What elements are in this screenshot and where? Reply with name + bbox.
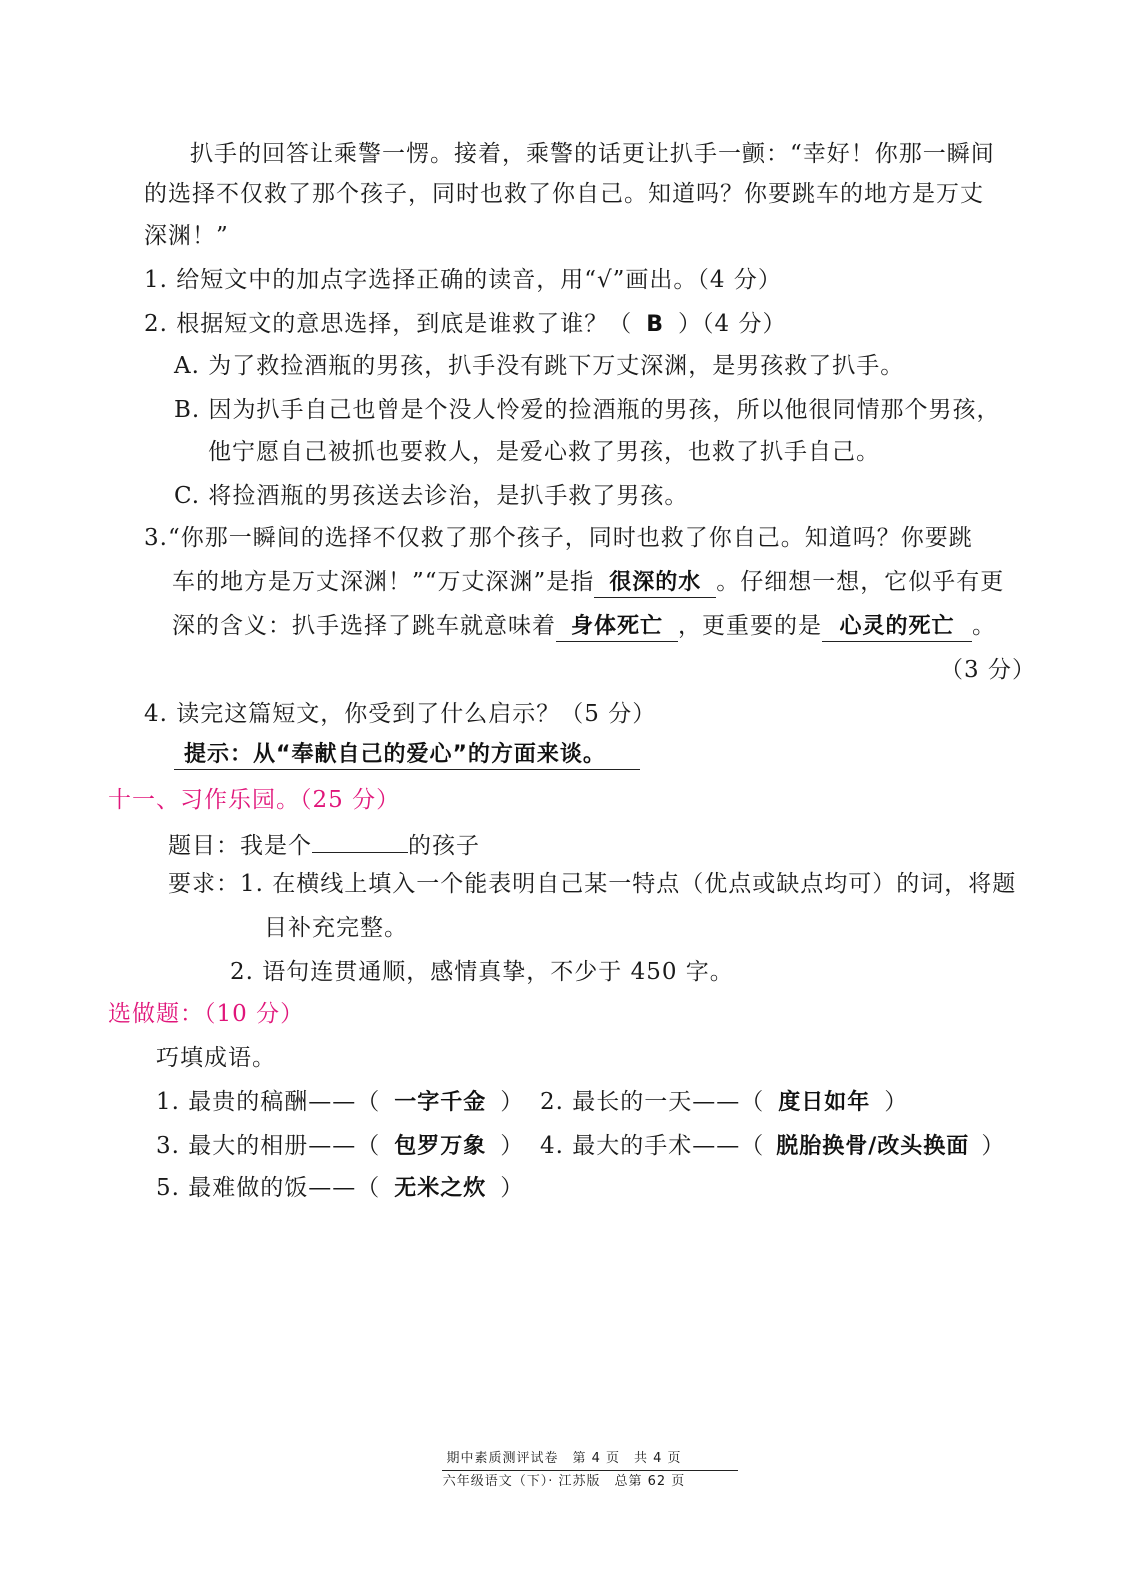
question-3-text: 车的地方是万丈深渊！”“万丈深渊”是指	[172, 569, 595, 595]
composition-title-blank	[312, 826, 408, 853]
idiom-prompt: 5. 最难做的饭——（	[156, 1175, 381, 1201]
idiom-answer: 无米之炊	[394, 1176, 487, 1201]
footer-divider	[442, 1470, 738, 1471]
footer-line-2: 六年级语文（下）· 江苏版 总第 62 页	[442, 1474, 686, 1489]
idiom-item	[156, 1172, 524, 1205]
passage-line-2: 的选择不仅救了那个孩子，同时也救了你自己。知道吗？你要跳车的地方是万丈	[144, 181, 984, 207]
requirement-line-2: 目补充完整。	[264, 915, 408, 941]
optional-instruction: 巧填成语。	[156, 1045, 276, 1071]
idiom-answer: 一字千金	[394, 1090, 487, 1115]
question-3-line-2	[172, 566, 1004, 598]
question-3-answer-2: 身体死亡	[556, 613, 678, 642]
question-2-score: ）（4 分）	[678, 311, 787, 337]
question-3-line-1: 3.“你那一瞬间的选择不仅救了那个孩子，同时也救了你自己。知道吗？你要跳	[144, 525, 973, 551]
passage-line-3: 深渊！”	[144, 223, 229, 249]
idiom-close: ）	[884, 1089, 909, 1115]
question-3-text: ，更重要的是	[678, 613, 822, 639]
composition-title	[168, 826, 480, 862]
question-3-score: （3 分）	[940, 657, 1036, 683]
requirement-line-1: 要求：1. 在横线上填入一个能表明自己某一特点（优点或缺点均可）的词，将题	[168, 871, 1017, 897]
idiom-close: ）	[500, 1133, 525, 1159]
idiom-close: ）	[500, 1089, 525, 1115]
idiom-prompt: 4. 最大的手术——（	[540, 1133, 765, 1159]
idiom-item	[540, 1130, 1005, 1163]
composition-title-text: 题目：我是个	[168, 833, 312, 859]
optional-heading: 选做题：（10 分）	[108, 1001, 305, 1027]
question-3-line-3	[172, 610, 996, 642]
idiom-item	[156, 1086, 524, 1119]
question-3-answer-1: 很深的水	[594, 569, 716, 598]
question-2-option-c: C. 将捡酒瓶的男孩送去诊治，是扒手救了男孩。	[174, 483, 689, 509]
idiom-close: ）	[500, 1175, 525, 1201]
question-2-option-b-line-2: 他宁愿自己被抓也要救人，是爱心救了男孩，也救了扒手自己。	[208, 439, 880, 465]
idiom-item	[540, 1086, 908, 1119]
requirement-line-3: 2. 语句连贯通顺，感情真挚，不少于 450 字。	[230, 959, 734, 985]
question-3-text: 。	[972, 613, 996, 639]
question-2-option-b-line-1: B. 因为扒手自己也曾是个没人怜爱的捡酒瓶的男孩，所以他很同情那个男孩，	[174, 397, 1001, 423]
idiom-prompt: 3. 最大的相册——（	[156, 1133, 381, 1159]
idiom-close: ）	[981, 1133, 1006, 1159]
question-2-answer: B	[646, 312, 665, 337]
question-4: 4. 读完这篇短文，你受到了什么启示？（5 分）	[144, 701, 657, 727]
idiom-prompt: 2. 最长的一天——（	[540, 1089, 765, 1115]
idiom-answer: 包罗万象	[394, 1134, 487, 1159]
idiom-item	[156, 1130, 524, 1163]
question-3-text: 深的含义：扒手选择了跳车就意味着	[172, 613, 556, 639]
idiom-answer: 度日如年	[778, 1090, 871, 1115]
question-1: 1. 给短文中的加点字选择正确的读音，用“√”画出。（4 分）	[144, 267, 782, 293]
idiom-answer: 脱胎换骨/改头换面	[776, 1134, 970, 1159]
question-2	[144, 308, 787, 341]
question-2-option-a: A. 为了救捡酒瓶的男孩，扒手没有跳下万丈深渊，是男孩救了扒手。	[174, 353, 905, 379]
section-11-heading: 十一、习作乐园。（25 分）	[108, 787, 401, 813]
idiom-prompt: 1. 最贵的稿酬——（	[156, 1089, 381, 1115]
passage-line-1: 扒手的回答让乘警一愣。接着，乘警的话更让扒手一颤：“幸好！你那一瞬间	[190, 141, 995, 167]
question-4-answer: 提示：从“奉献自己的爱心”的方面来谈。	[174, 741, 640, 770]
question-3-text: 。仔细想一想，它似乎有更	[716, 569, 1005, 595]
question-3-answer-3: 心灵的死亡	[822, 613, 972, 642]
question-4-answer-line	[174, 738, 640, 770]
footer-line-1: 期中素质测评试卷 第 4 页 共 4 页	[446, 1451, 682, 1466]
composition-title-text: 的孩子	[408, 833, 480, 859]
question-2-stem: 2. 根据短文的意思选择，到底是谁救了谁？（	[144, 311, 633, 337]
